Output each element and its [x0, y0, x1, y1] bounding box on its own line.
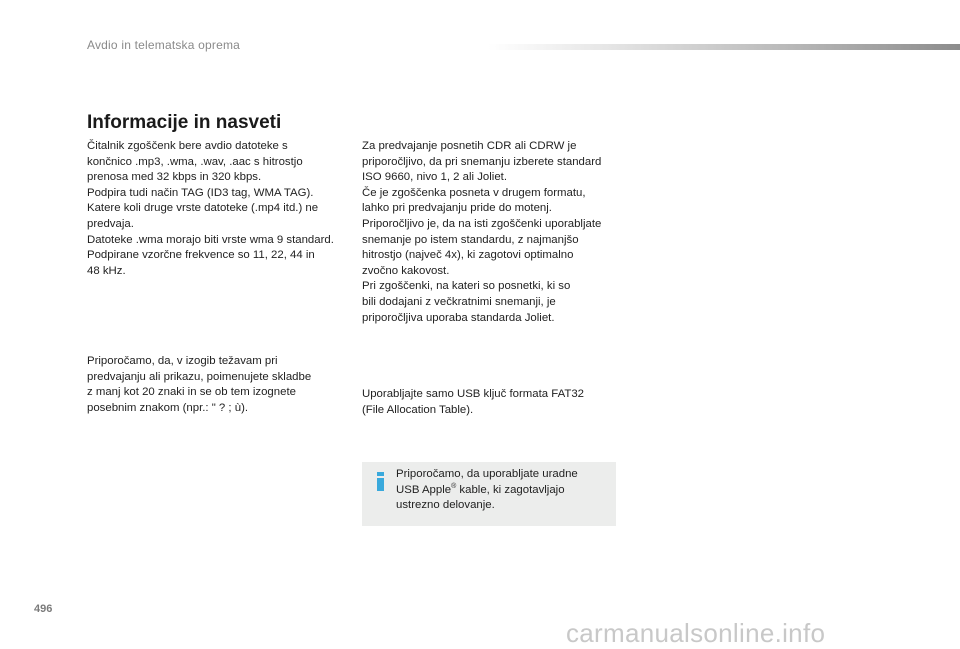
text-line: Čitalnik zgoščenk bere avdio datoteke s: [87, 140, 288, 152]
header-decoration-bar: [488, 44, 960, 50]
text-line: Uporabljajte samo USB ključ formata FAT32: [362, 388, 584, 400]
text-line: Priporočamo, da uporabljate uradne: [396, 468, 578, 480]
info-icon: [377, 472, 384, 491]
text-line: ISO 9660, nivo 1, 2 ali Joliet.: [362, 171, 507, 184]
text-line: z manj kot 20 znaki in se ob tem izognete: [87, 386, 296, 399]
info-box-text: [396, 467, 578, 514]
text-line: Če je zgoščenka posneta v drugem formatu,: [362, 186, 586, 199]
text-line: končnico .mp3, .wma, .wav, .aac s hitrostjo: [87, 155, 303, 168]
page-number: 496: [34, 603, 53, 615]
watermark: carmanualsonline.info: [566, 618, 826, 648]
text-line: zvočno kakovost.: [362, 264, 450, 277]
text-line: (File Allocation Table).: [362, 403, 474, 416]
header-title: Avdio in telematska oprema: [87, 38, 241, 52]
text-line: bili dodajani z večkratnimi snemanji, je: [362, 295, 556, 308]
text-line: Katere koli druge vrste datoteke (.mp4 itd.) ne: [87, 202, 319, 215]
text-line: Pri zgoščenki, na kateri so posnetki, ki so: [362, 280, 571, 293]
text-line: hitrostjo (največ 4x), ki zagotovi optimalno: [362, 249, 574, 262]
text-line: predvaja.: [87, 217, 134, 230]
text-line: priporočljivo, da pri snemanju izberete standard: [362, 155, 602, 168]
right-paragraph-2: [362, 387, 584, 418]
right-paragraph-1: [362, 139, 601, 326]
text-line: Datoteke .wma morajo biti vrste wma 9 standard.: [87, 233, 334, 246]
registered-mark: ®: [451, 482, 457, 490]
text-line: Za predvajanje posnetih CDR ali CDRW je: [362, 140, 577, 152]
text-line: snemanje po istem standardu, z najmanjšo: [362, 233, 579, 246]
info-box: [362, 462, 616, 526]
text-line: Podpira tudi način TAG (ID3 tag, WMA TAG).: [87, 186, 314, 199]
text-line: prenosa med 32 kbps in 320 kbps.: [87, 171, 262, 184]
text-line: 48 kHz.: [87, 264, 126, 277]
text-line: Priporočamo, da, v izogib težavam pri: [87, 355, 278, 367]
text-line: USB Apple® kable, ki zagotavljajo: [396, 482, 565, 496]
left-paragraph-2: [87, 354, 311, 416]
text-line: posebnim znakom (npr.: " ? ; ù).: [87, 401, 249, 414]
text-line: priporočljiva uporaba standarda Joliet.: [362, 311, 555, 324]
text-line: Priporočljivo je, da na isti zgoščenki uporabljate: [362, 217, 602, 230]
text-line: ustrezno delovanje.: [396, 499, 495, 512]
text-line: lahko pri predvajanju pride do motenj.: [362, 202, 552, 215]
text-line: predvajanju ali prikazu, poimenujete skladbe: [87, 370, 312, 383]
text-line: Podpirane vzorčne frekvence so 11, 22, 44 in: [87, 249, 315, 262]
left-paragraph-1: [87, 139, 334, 279]
section-title: Informacije in nasveti: [87, 112, 282, 133]
